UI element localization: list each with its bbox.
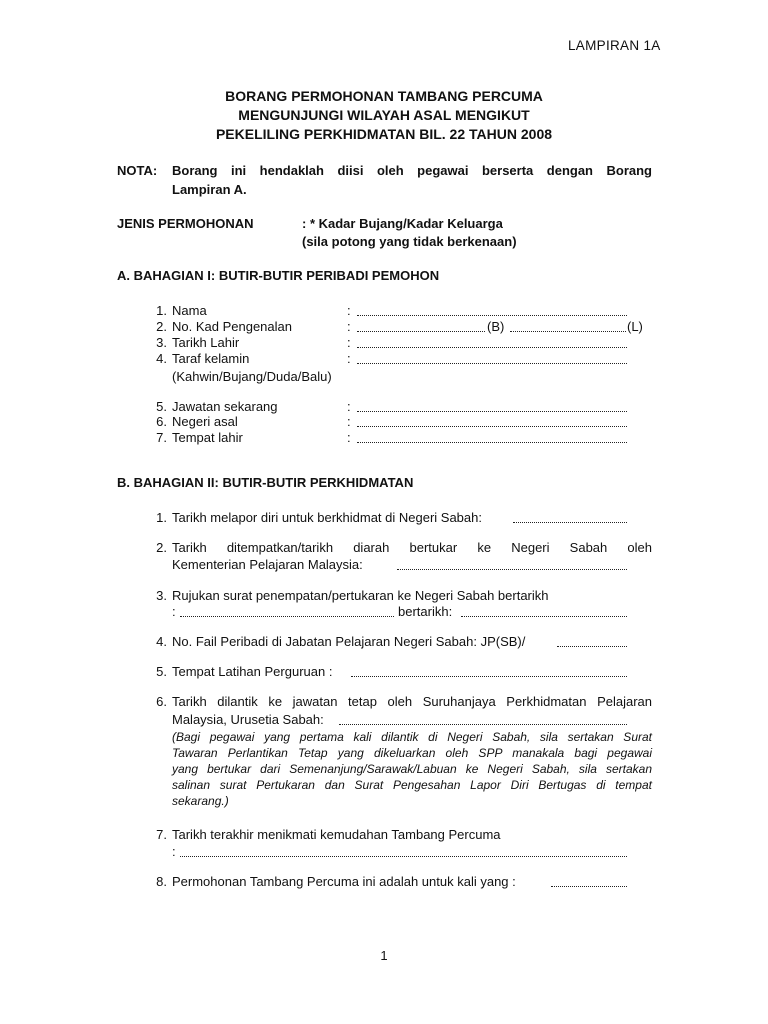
list-item: 3. — [156, 335, 167, 350]
jawatan-colon: : — [347, 399, 351, 414]
lampiran-label: LAMPIRAN 1A — [568, 38, 661, 53]
b6-field[interactable] — [339, 712, 627, 730]
nama-label: Nama — [172, 303, 207, 318]
b5-field[interactable] — [351, 664, 627, 682]
list-item: 4. — [156, 351, 167, 366]
b4-field[interactable] — [557, 634, 627, 652]
b3-bertarikh-field[interactable] — [461, 604, 627, 622]
kad-l-label: (L) — [627, 319, 643, 334]
tempat-lahir-field[interactable] — [357, 430, 627, 448]
list-item: 8. — [156, 874, 167, 889]
nama-colon: : — [347, 303, 351, 318]
form-title-line2: MENGUNJUNGI WILAYAH ASAL MENGIKUT — [238, 107, 530, 123]
taraf-kelamin-colon: : — [347, 351, 351, 366]
negeri-asal-colon: : — [347, 414, 351, 429]
b3-bertarikh-label: bertarikh: — [398, 604, 453, 619]
taraf-kelamin-options: (Kahwin/Bujang/Duda/Balu) — [172, 369, 332, 384]
form-title-line1: BORANG PERMOHONAN TAMBANG PERCUMA — [225, 88, 543, 104]
tempat-lahir-label: Tempat lahir — [172, 430, 243, 445]
kad-pengenalan-colon: : — [347, 319, 351, 334]
b1-text: Tarikh melapor diri untuk berkhidmat di Negeri Sabah: — [172, 510, 482, 525]
jenis-value: : * Kadar Bujang/Kadar Keluarga — [302, 216, 503, 231]
list-item: 6. — [156, 414, 167, 429]
taraf-kelamin-label: Taraf kelamin — [172, 351, 250, 366]
list-item: 4. — [156, 634, 167, 649]
list-item: 5. — [156, 664, 167, 679]
b5-text: Tempat Latihan Perguruan : — [172, 664, 333, 679]
form-title-line3: PEKELILING PERKHIDMATAN BIL. 22 TAHUN 2008 — [215, 126, 553, 142]
jenis-note: (sila potong yang tidak berkenaan) — [302, 234, 517, 249]
b7-text: Tarikh terakhir menikmati kemudahan Tambang Percuma — [172, 827, 501, 842]
b7-field[interactable] — [180, 844, 627, 862]
b8-field[interactable] — [551, 874, 627, 892]
kad-b-label: (B) — [487, 319, 505, 334]
b6-line2: Malaysia, Urusetia Sabah: — [172, 712, 324, 727]
jawatan-label: Jawatan sekarang — [172, 399, 278, 414]
negeri-asal-label: Negeri asal — [172, 414, 238, 429]
b2-line2: Kementerian Pelajaran Malaysia: — [172, 557, 363, 572]
nota-line2: Lampiran A. — [172, 182, 247, 197]
b6-note-line1: (Bagi pegawai yang pertama kali dilantik di Negeri Sabah, sila sertakan Surat — [172, 730, 652, 744]
b6-note-line2: Tawaran Perlantikan Tetap yang dikeluarkan oleh SPP manakala bagi pegawai — [172, 746, 652, 760]
list-item: 2. — [156, 540, 167, 555]
nota-line1: Borang ini hendaklah diisi oleh pegawai berserta dengan Borang — [172, 163, 652, 178]
tarikh-lahir-colon: : — [347, 335, 351, 350]
b8-text: Permohonan Tambang Percuma ini adalah untuk kali yang : — [172, 874, 516, 889]
b3-colon: : — [172, 604, 176, 619]
list-item: 3. — [156, 588, 167, 603]
taraf-kelamin-field[interactable] — [357, 351, 627, 369]
jenis-label: JENIS PERMOHONAN — [117, 216, 254, 231]
section-a-heading: A. BAHAGIAN I: BUTIR-BUTIR PERIBADI PEMOHON — [117, 268, 440, 283]
kad-pengenalan-label: No. Kad Pengenalan — [172, 319, 292, 334]
b3-line1: Rujukan surat penempatan/pertukaran ke Negeri Sabah bertarikh — [172, 588, 549, 603]
b6-note-line4: salinan surat Pertukaran dan Surat Pengesahan Lapor Diri Bertugas di tempat — [172, 778, 652, 792]
b6-note-line3: yang bertukar dari Semenanjung/Sarawak/Labuan ke Negeri Sabah, sila sertakan — [172, 762, 652, 776]
list-item: 2. — [156, 319, 167, 334]
b6-line1: Tarikh dilantik ke jawatan tetap oleh Suruhanjaya Perkhidmatan Pelajaran — [172, 694, 652, 709]
tempat-lahir-colon: : — [347, 430, 351, 445]
b2-field[interactable] — [397, 557, 627, 575]
list-item: 5. — [156, 399, 167, 414]
b2-line1: Tarikh ditempatkan/tarikh diarah bertukar ke Negeri Sabah oleh — [172, 540, 652, 555]
b7-colon: : — [172, 844, 176, 859]
page-number: 1 — [380, 948, 388, 963]
list-item: 6. — [156, 694, 167, 709]
b4-text: No. Fail Peribadi di Jabatan Pelajaran Negeri Sabah: JP(SB)/ — [172, 634, 526, 649]
section-b-heading: B. BAHAGIAN II: BUTIR-BUTIR PERKHIDMATAN — [117, 475, 414, 490]
list-item: 1. — [156, 303, 167, 318]
b1-field[interactable] — [513, 510, 627, 528]
list-item: 7. — [156, 430, 167, 445]
b6-note-line5: sekarang.) — [172, 794, 229, 808]
b3-rujukan-field[interactable] — [180, 604, 394, 622]
nota-label: NOTA: — [117, 163, 158, 178]
list-item: 7. — [156, 827, 167, 842]
list-item: 1. — [156, 510, 167, 525]
tarikh-lahir-label: Tarikh Lahir — [172, 335, 240, 350]
